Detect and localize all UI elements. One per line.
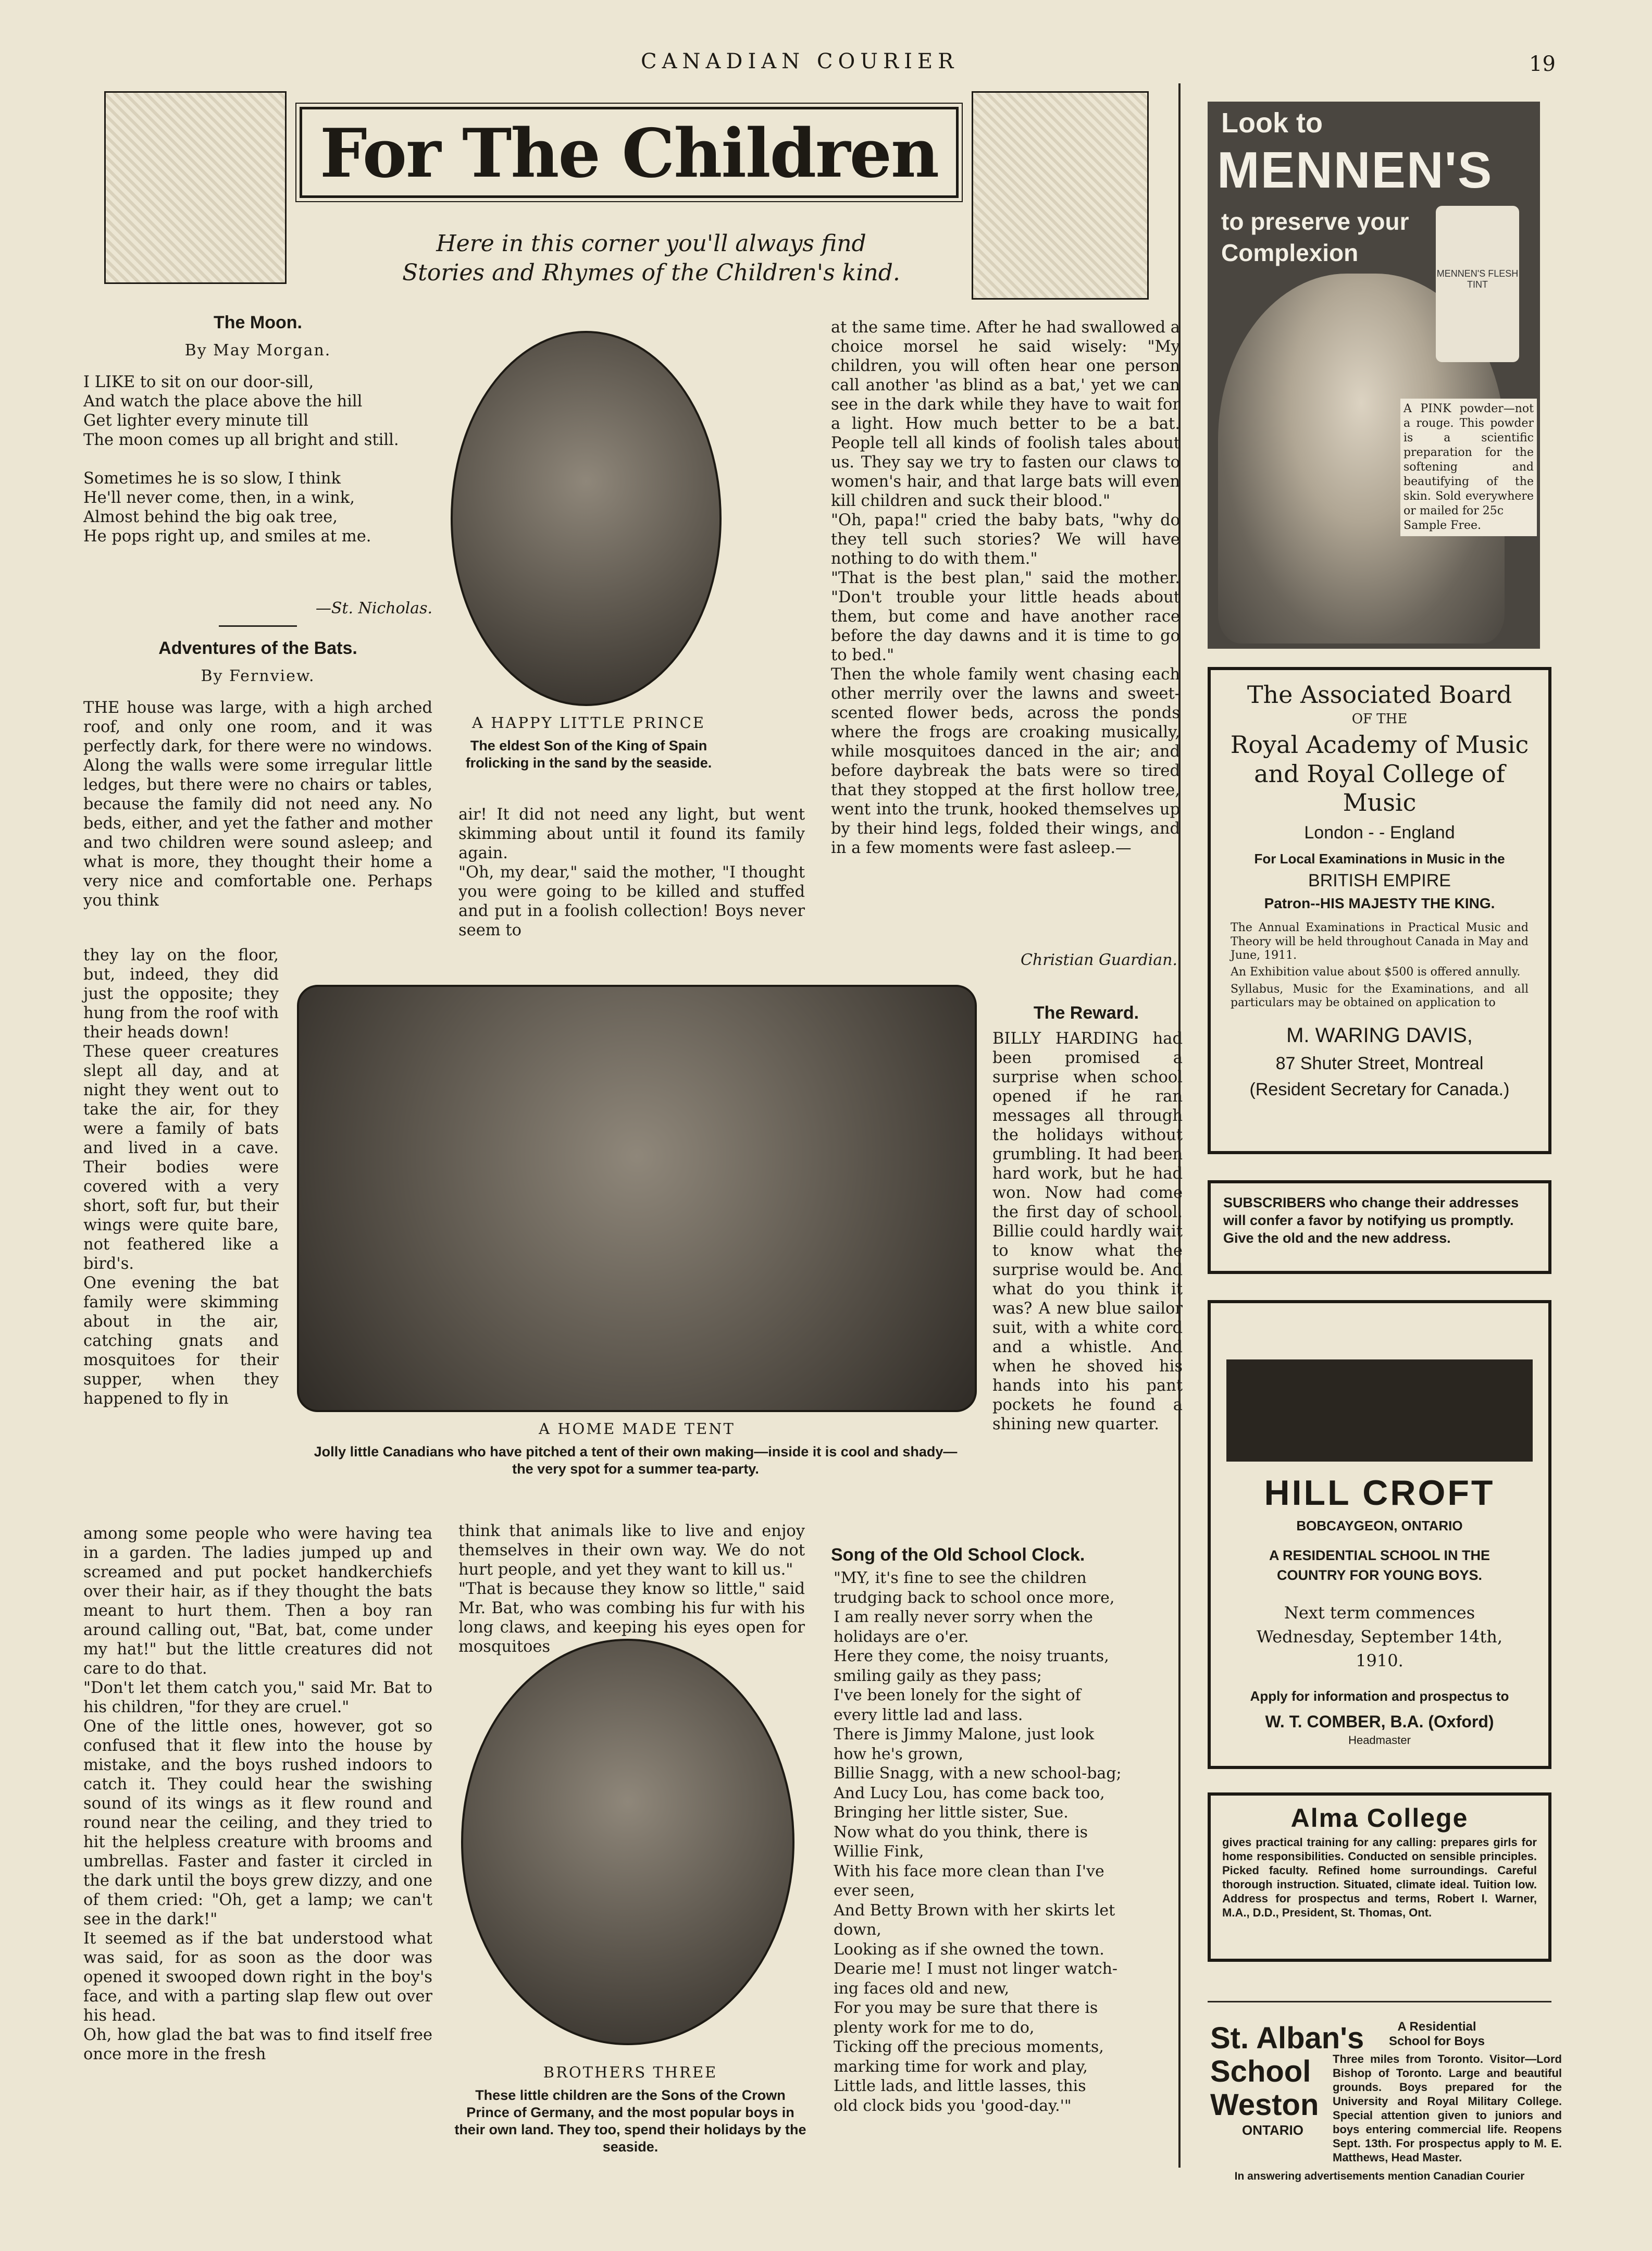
prince-photo-heading: A HAPPY LITTLE PRINCE	[472, 714, 705, 732]
alma-college-ad	[1208, 1792, 1551, 1962]
brothers-photo	[461, 1639, 794, 2045]
boy-reading-vignette-illustration	[972, 91, 1149, 300]
bats-byline: By Fernview.	[201, 667, 315, 685]
ad-line: M. WARING DAVIS,	[1286, 1023, 1473, 1047]
bats-paragraph: they lay on the floor, but, indeed, they did just the opposite; they hung from the roof with their heads down! These queer creatures slept all day, and at night they went out to take the air, for they were a family of bats and lived in a cave. Their bodies were covered with a very short, soft fur, but their wings were quite bare, not feathered like a bird's. One evening the bat family were skimming about in the air, catching gnats and mosquitoes for their supper, when they happened to fly in	[83, 946, 279, 1408]
alma-college-copy: gives practical training for any calling: prepares girls for home responsibilities. Conducted on sensible principles. Picked faculty. Refined home surroundings. Careful thorough instruction. Situated, climate ideal. Tuition low. Address for prospectus and terms, Robert I. Warner, M.A., D.D., President, St. Thomas, Ont.	[1222, 1836, 1537, 1919]
mennens-ad	[1208, 102, 1540, 649]
tent-photo	[297, 985, 977, 1412]
moon-poem: I LIKE to sit on our door-sill, And watch the place above the hill Get lighter every minute till The moon comes up all bright and still. Sometimes he is so slow, I think He'll never come, then, in a wink, Almost behind the big oak tree, He pops right up, and smiles at me.	[83, 373, 399, 546]
moon-title: The Moon.	[214, 313, 302, 332]
bats-paragraph: THE house was large, with a high arched roof, and only one room, and it was perfectly dark, for there were no windows. Along the walls were some irregular little ledges, but there were no chairs or tables, because the family did not need any. No beds, either, and yet the father and mother and two children were sound asleep; and what is more, they thought their home a very nice and comfortable one. Perhaps you think	[83, 699, 432, 910]
bats-title: Adventures of the Bats.	[158, 638, 357, 658]
royal-academy-ad	[1208, 667, 1551, 1154]
brothers-photo-heading: BROTHERS THREE	[543, 2063, 718, 2081]
bats-paragraph: among some people who were having tea in a garden. The ladies jumped up and screamed and put pocket handkerchiefs over their hair, as if they thought the bats meant to hurt them. Then a boy ran around calling out, "Bat, bat, come under my hat!" but the little creatures did not care to do that. "Don't let them catch you," said Mr. Bat to his children, "for they are cruel." One of the little ones, however, got so confused that it flew into the house by mistake, and the boys rushed indoors to catch it. They could hear the swishing sound of its wings as it flew round and round near the ceiling, and they tried to hit the helpless creature with brooms and umbrellas. Faster and faster it circled in the dark until the boys grew dizzy, and one of them cried: "Oh, get a lamp; we can't see in the dark!" It seemed as if the bat understood what was said, for as soon as the door was opened it swooped down right in the boy's face, and with a parting slap flew out over his head. Oh, how glad the bat was to find itself free once more in the fresh	[83, 1525, 432, 2063]
running-head: CANADIAN COURIER	[641, 50, 959, 73]
alma-college-name: Alma College	[1290, 1803, 1469, 1833]
section-banner	[300, 107, 959, 198]
ad-line: OF THE	[1351, 711, 1408, 727]
section-intro	[365, 229, 938, 288]
subscribers-text: SUBSCRIBERS who change their addresses will confer a favor by notifying us promptly. Give the old and the new address.	[1223, 1195, 1519, 1246]
hill-croft-ad	[1208, 1300, 1551, 1769]
ad-line: and Royal College of Music	[1254, 759, 1505, 817]
ad-line: (Resident Secretary for Canada.)	[1249, 1080, 1510, 1100]
divider	[1208, 2001, 1551, 2002]
st-albans-copy: Three miles from Toronto. Visitor—Lord Bishop of Toronto. Large and beautiful grounds. Boys prepared for the University and Royal Military College. Special attention given to juniors and boys entering commercial life. Reopens Sept. 13th. For prospectus apply to M. E. Matthews, Head Master.	[1333, 2052, 1562, 2164]
intro-line: Here in this corner you'll always find	[436, 230, 866, 257]
ad-line: For Local Examinations in Music in the	[1254, 850, 1505, 867]
school-building-illustration	[1226, 1316, 1533, 1462]
ad-line: Patron--HIS MAJESTY THE KING.	[1264, 895, 1495, 911]
footer-note: In answering advertisements mention Canadian Courier	[1234, 2170, 1525, 2182]
ad-paragraph: The Annual Examinations in Practical Music and Theory will be held throughout Canada in May and June, 1911.	[1231, 921, 1529, 962]
brothers-photo-caption: These little children are the Sons of the Crown Prince of Germany, and the most popular boys in their own land. They too, spend their holidays by the seaside.	[454, 2087, 806, 2155]
ad-line: Next term commences Wednesday, September 14th, 1910.	[1256, 1602, 1503, 1671]
powder-tin-label: MENNEN'S FLESH TINT	[1436, 268, 1519, 290]
tent-photo-heading: A HOME MADE TENT	[539, 1420, 735, 1438]
ad-line: Royal Academy of Music	[1230, 731, 1529, 759]
mennens-ad-line: to preserve your Complexion	[1221, 208, 1409, 266]
st-albans-name: Weston	[1210, 2088, 1319, 2122]
ad-line: The Associated Board	[1247, 681, 1512, 709]
prince-photo	[451, 331, 722, 706]
ad-line: 87 Shuter Street, Montreal	[1275, 1053, 1484, 1073]
ad-line: Apply for information and prospectus to	[1250, 1688, 1509, 1704]
tent-photo-caption: Jolly little Canadians who have pitched a tent of their own making—inside it is cool and shady—the very spot for a summer tea-party.	[314, 1444, 958, 1477]
ad-paragraph: An Exhibition value about $500 is offered annully.	[1231, 966, 1521, 979]
prince-photo-caption: The eldest Son of the King of Spain frolicking in the sand by the seaside.	[465, 738, 712, 771]
intro-line: Stories and Rhymes of the Children's kind.	[402, 259, 900, 286]
st-albans-subtitle: A Residential School for Boys	[1388, 2020, 1485, 2048]
ad-line: London - - England	[1304, 822, 1455, 843]
ad-line: BRITISH EMPIRE	[1308, 870, 1451, 890]
powder-tin-illustration	[1436, 206, 1519, 362]
hill-croft-name: HILL CROFT	[1264, 1473, 1495, 1513]
bats-paragraph: think that animals like to live and enjoy themselves in their own way. We do not hurt people, and yet they want to kill us." "That is because they know so little," said Mr. Bat, who was combing his fur with his long claws, and keeping his eyes open for mosquitoes	[458, 1522, 805, 1656]
ad-line: W. T. COMBER, B.A. (Oxford)	[1265, 1712, 1494, 1731]
reward-text: BILLY HARDING had been promised a surprise when school opened if he ran messages all through the holidays without grumbling. It had been hard work, but he had won. Now had come the first day of school. Billie could hardly wait to know what the surprise would be. And what do you think it was? A new blue sailor suit, with a white cord and a whistle. And when he shoved his hands into his pant pockets he found a shining new quarter.	[992, 1030, 1183, 1433]
subscribers-notice	[1208, 1180, 1551, 1274]
page-number: 19	[1529, 52, 1556, 76]
section-title: For The Children	[319, 115, 939, 193]
girl-vignette-illustration	[104, 91, 287, 284]
divider	[219, 625, 297, 627]
bats-source: Christian Guardian.	[1020, 951, 1177, 969]
mennens-copy: A PINK powder—not a rouge. This powder is a scientific preparation for the softening and beautifying of the skin. Sold everywhere or mailed for 25c Sample Free.	[1400, 399, 1537, 536]
moon-byline: By May Morgan.	[184, 341, 331, 360]
clock-title: Song of the Old School Clock.	[831, 1545, 1085, 1565]
ad-paragraph: Syllabus, Music for the Examinations, and all particulars may be obtained on application to	[1231, 982, 1529, 1010]
reward-title: The Reward.	[1033, 1003, 1139, 1023]
moon-source: —St. Nicholas.	[315, 599, 432, 617]
mennens-ad-line: Look to	[1221, 107, 1323, 139]
ad-line: A RESIDENTIAL SCHOOL IN THE COUNTRY FOR YOUNG BOYS.	[1269, 1547, 1490, 1583]
ad-line: Headmaster	[1348, 1734, 1411, 1747]
bats-paragraph: at the same time. After he had swallowed a choice morsel he said wisely: "My children, you will often hear one person call another 'as blind as a bat,' yet we can see in the dark while they have to wait for a light. How much better to be a bat. People tell all kinds of foolish tales about us. They say we try to fasten our claws to women's hair, and that large bats will even kill children and suck their blood." "Oh, papa!" cried the baby bats, "why do they tell such stories? We will have nothing to do with them." "That is the best plan," said the mother. "Don't trouble your little heads about them, but come and have another race before the day dawns and it is time to go to bed." Then the whole family went chasing each other merrily over the lawns and sweet-scented flower beds, across the ponds where the frogs are croaking musically, while mosquitoes danced in the air; and before daybreak the bats were so tired that they stopped at the first hollow tree, went into the trunk, hooked themselves up by their hind legs, folded their wings, and in a few moments were fast asleep.—	[831, 318, 1180, 857]
st-albans-name: St. Alban's	[1210, 2021, 1364, 2055]
st-albans-ad	[1208, 2011, 1562, 2164]
mennens-brand: MENNEN'S	[1217, 141, 1493, 199]
bats-paragraph: air! It did not need any light, but went skimming about until it found its family again. "Oh, my dear," said the mother, "I thought you were going to be killed and stuffed and put in a foolish collection! Boys never seem to	[458, 806, 805, 939]
ad-line: BOBCAYGEON, ONTARIO	[1296, 1517, 1463, 1533]
st-albans-name: School	[1210, 2055, 1311, 2088]
st-albans-place: ONTARIO	[1242, 2122, 1303, 2138]
clock-poem: "MY, it's fine to see the children trudging back to school once more, I am really never sorry when the holidays are o'er. Here they come, the noisy truants, smiling gaily as they pass; I've been lonely for the sight of every little lad and lass. There is Jimmy Malone, just look how he's grown, Billie Snagg, with a new school-bag; And Lucy Lou, has come back too, Bringing her little sister, Sue. Now what do you think, there is Willie Fink, With his face more clean than I've ever seen, And Betty Brown with her skirts let down, Looking as if she owned the town. Dearie me! I must not linger watch- ing faces old and new, For you may be sure that there is plenty work for me to do, Ticking off the precious moments, marking time for work and play, Little lads, and little lasses, this old clock bids you 'good-day.'"	[834, 1569, 1122, 2115]
